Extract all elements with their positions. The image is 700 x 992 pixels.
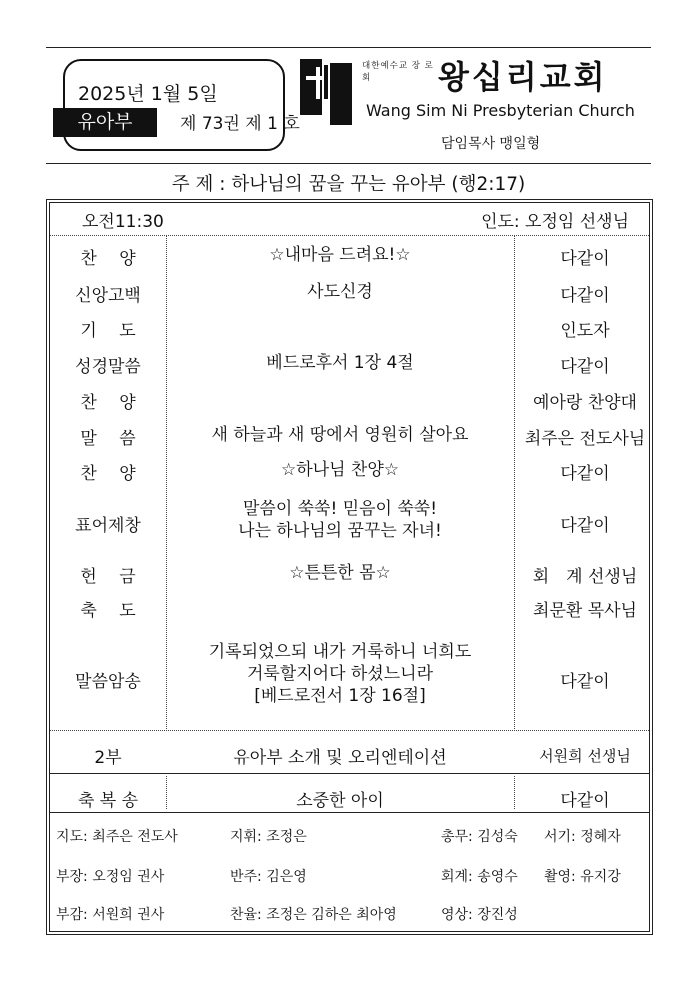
staff-entry: 반주: 김은영 (230, 869, 307, 885)
order-content: 말씀이 쑥쑥! 믿음이 쑥쑥! 나는 하나님의 꿈꾸는 자녀! (238, 499, 442, 541)
header-rule (46, 163, 651, 164)
order-person: 다같이 (560, 357, 610, 377)
order-part: 축 복 송 (77, 791, 139, 811)
divider (50, 730, 649, 731)
order-person: 다같이 (560, 791, 610, 811)
church-name: 왕십리교회 (438, 58, 608, 96)
order-content: ☆내마음 드려요!☆ (269, 245, 411, 265)
order-content: 새 하늘과 새 땅에서 영원히 살아요 (211, 425, 469, 445)
order-content: 베드로후서 1장 4절 (266, 353, 414, 373)
order-person: 다같이 (560, 516, 610, 536)
order-content: 기록되었으되 내가 거룩하니 너희도 거룩할지어다 하셨느니라 [베드로전서 1장 16절] (208, 642, 472, 706)
issue-number: 제 73권 제 1 호 (180, 114, 300, 134)
order-part: 신앙고백 (75, 286, 141, 306)
staff-entry: 찬율: 조정은 김하은 최아영 (230, 907, 397, 923)
senior-pastor: 담임목사 맹일형 (441, 136, 541, 152)
order-person: 다같이 (560, 286, 610, 306)
order-part: 표어제창 (75, 516, 141, 536)
order-person: 다같이 (560, 464, 610, 484)
order-part: 2부 (94, 748, 122, 768)
church-english-name: Wang Sim Ni Presbyterian Church (366, 101, 635, 120)
order-person: 서원희 선생님 (539, 747, 631, 765)
order-person: 회 계 선생님 (532, 567, 638, 587)
bulletin-date: 2025년 1월 5일 (78, 83, 218, 105)
order-content: ☆하나님 찬양☆ (281, 460, 399, 480)
staff-entry: 지도: 최주은 전도사 (56, 829, 178, 845)
order-content: 소중한 아이 (296, 791, 384, 811)
order-content: 사도신경 (307, 282, 373, 302)
order-part: 말 씀 (80, 429, 136, 449)
staff-entry: 총무: 김성숙 (441, 829, 518, 845)
staff-entry: 촬영: 유지강 (544, 869, 621, 885)
church-cross-logo-icon (298, 57, 354, 127)
staff-entry: 지휘: 조정은 (230, 829, 307, 845)
order-part: 찬 양 (80, 393, 136, 413)
order-person: 최주은 전도사님 (524, 429, 646, 449)
theme-title: 주 제 : 하나님의 꿈을 꾸는 유아부 (행2:17) (171, 174, 526, 195)
staff-entry: 서기: 정혜자 (544, 829, 621, 845)
order-person: 예아랑 찬양대 (533, 393, 637, 413)
order-person: 다같이 (560, 249, 610, 269)
staff-entry: 회계: 송영수 (441, 869, 518, 885)
service-start-time: 오전11:30 (82, 212, 164, 232)
divider (50, 235, 649, 236)
order-part: 헌 금 (80, 567, 136, 587)
staff-entry: 부감: 서원희 권사 (56, 907, 165, 923)
order-part: 찬 양 (80, 464, 136, 484)
service-leader: 인도: 오정임 선생님 (481, 212, 629, 232)
staff-entry: 영상: 장진성 (441, 907, 518, 923)
order-part: 축 도 (80, 601, 136, 621)
section-rule (49, 812, 650, 813)
department-badge: 유아부 (53, 108, 157, 137)
order-part: 말씀암송 (75, 672, 141, 692)
section-rule (49, 773, 650, 774)
order-part: 기 도 (80, 321, 136, 341)
staff-entry: 부장: 오정임 권사 (56, 869, 165, 885)
order-content: ☆튼튼한 몸☆ (289, 563, 391, 583)
top-rule (46, 47, 651, 48)
order-content: 유아부 소개 및 오리엔테이션 (233, 748, 447, 768)
order-part: 찬 양 (80, 249, 136, 269)
denomination-label: 대한예수교 장 로 회 (362, 61, 434, 83)
order-person: 다같이 (560, 672, 610, 692)
order-part: 성경말씀 (75, 357, 141, 377)
order-person: 최문환 목사님 (533, 601, 637, 621)
order-person: 인도자 (560, 321, 610, 341)
